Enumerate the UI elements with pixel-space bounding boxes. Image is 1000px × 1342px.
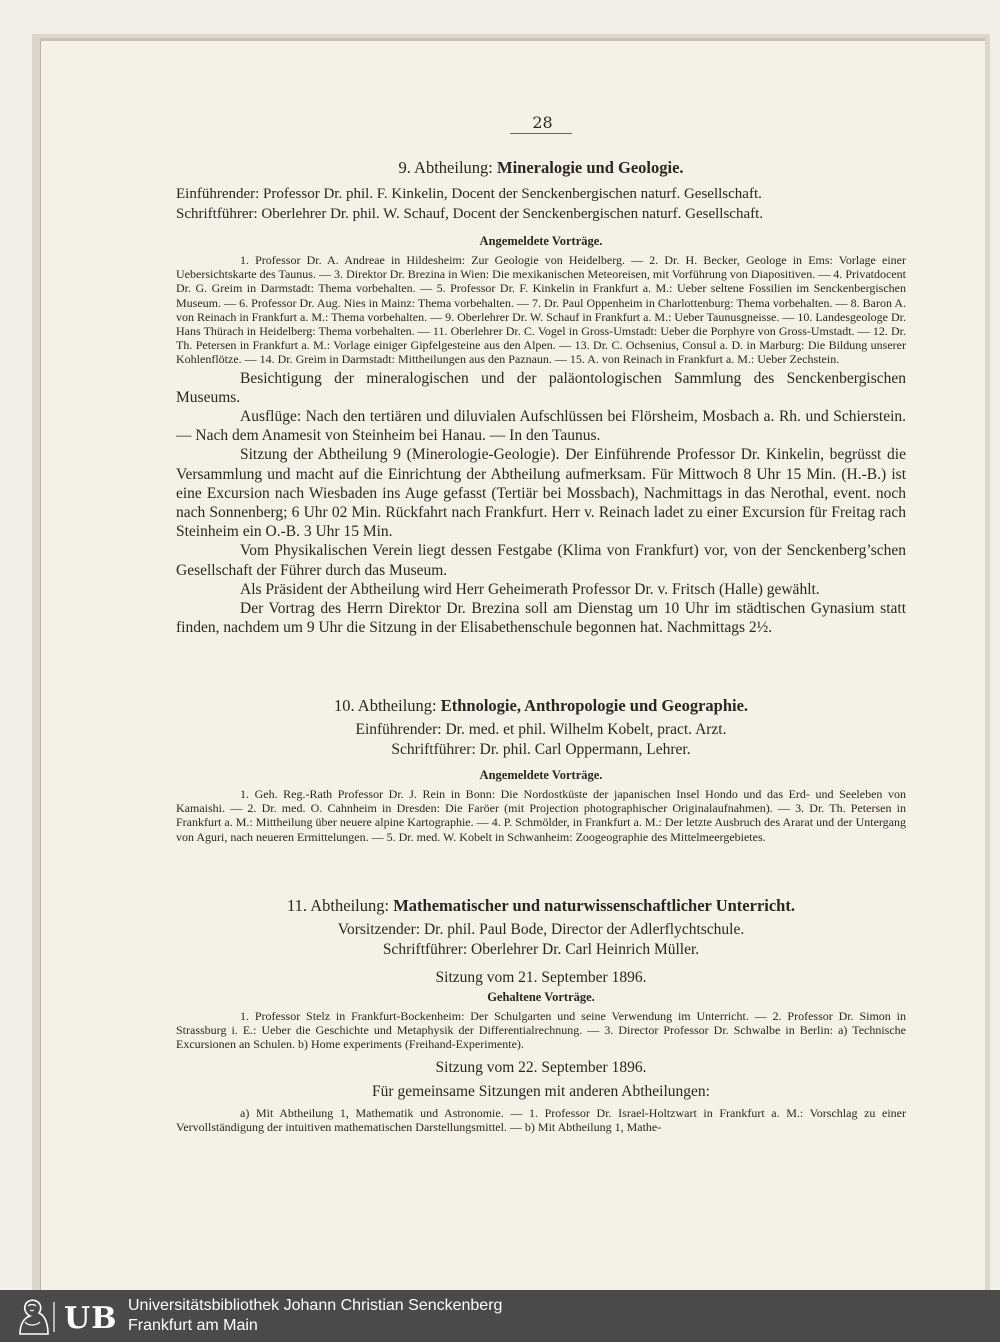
- section-10-title: Ethnologie, Anthropologie und Geographie.: [440, 696, 749, 715]
- section-10-heading: [176, 696, 906, 716]
- section-9-number: 9. Abtheilung:: [398, 158, 493, 177]
- section-11-number: 11. Abtheilung:: [287, 896, 390, 915]
- library-name-line-1: Universitätsbibliothek Johann Christian Senckenberg: [128, 1297, 503, 1314]
- section-11-heading: [176, 896, 906, 916]
- section-9-besichtigung: Besichtigung der mineralogischen und der paläontologischen Sammlung des Senckenbergischen Museums.: [176, 369, 906, 406]
- section-10-schriftfuehrer: Schriftführer: Dr. phil. Carl Oppermann, Lehrer.: [391, 741, 691, 758]
- section-11-vortraege: 1. Professor Stelz in Frankfurt-Bockenheim: Der Schulgarten und seine Verwendung im Unterricht. — 2. Professor Dr. Simon in Strassburg i. E.: Ueber die Geschichte und Metaphysik der Differentialrechnung. — 3. Director Professor Dr. Schwalbe in Berlin: a) Technische Excursionen an Schulen. b) Home experiments (Freihand-Experimente).: [176, 1009, 906, 1052]
- ub-logo-text: UB: [64, 1301, 118, 1336]
- section-11-title: Mathematischer und naturwissenschaftlicher Unterricht.: [393, 896, 795, 915]
- section-10-subhead: Angemeldete Vorträge.: [479, 768, 603, 782]
- section-10-vortraege: 1. Geh. Reg.-Rath Professor Dr. J. Rein in Bonn: Die Nordostküste der japanischen Insel Hondo und das Erd- und Seeleben von Kamaishi. — 2. Dr. med. O. Cahnheim in Dresden: Die Faröer (mit Projection photographischer Originalaufnahmen). — 3. Dr. Th. Petersen in Frankfurt a. M.: Mittheilung über neuere alpine Kartographie. — 4. P. Schmölder, in Frankfurt a. M.: Der letzte Ausbruch des Ararat und der Untergang von Aguri, nach neueren Ermittelungen. — 5. Dr. med. W. Kobelt in Schwanheim: Zoogeographie des Mittelmeergebietes.: [176, 787, 906, 844]
- section-11-vorsitzender: Vorsitzender: Dr. phil. Paul Bode, Director der Adlerflychtschule.: [337, 921, 745, 938]
- section-11-sitzung-1: Sitzung vom 21. September 1896.: [435, 969, 647, 986]
- section-11-schriftfuehrer: Schriftführer: Oberlehrer Dr. Carl Heinrich Müller.: [382, 941, 700, 958]
- section-11: [176, 896, 906, 1134]
- section-9-einfuehrender: Einführender: Professor Dr. phil. F. Kinkelin, Docent der Senckenbergischen naturf. Gesellschaft.: [176, 186, 762, 202]
- section-9-vortraege: 1. Professor Dr. A. Andreae in Hildesheim: Zur Geologie von Heidelberg. — 2. Dr. H. Becker, Geologe in Ems: Vorlage einer Uebersichtskarte des Taunus. — 3. Direktor Dr. Brezina in Wien: Die mexikanischen Meteoreisen, mit Vorführung von Diapositiven. — 4. Privatdocent Dr. G. Greim in Darmstadt: Thema vorbehalten. — 5. Professor Dr. F. Kinkelin in Frankfurt a. M.: Ueber seltene Fossilien im Senckenbergischen Museum. — 6. Professor Dr. Aug. Nies in Mainz: Thema vorbehalten. — 7. Dr. Paul Oppenheim in Charlottenburg: Thema vorbehalten. — 8. Baron A. von Reinach in Frankfurt a. M.: Thema vorbehalten. — 9. Oberlehrer Dr. W. Schauf in Frankfurt a. M.: Ueber Taunusgneisse. — 10. Landesgeologe Dr. Hans Thürach in Heidelberg: Thema vorbehalten. — 11. Oberlehrer Dr. C. Vogel in Gross-Umstadt: Ueber die Porphyre von Gross-Umstadt. — 12. Dr. Th. Petersen in Frankfurt a. M.: Vorlage einiger Gipfelgesteine aus den Alpen. — 13. Dr. C. Ochsenius, Consul a. D. in Marburg: Die Bildung unserer Kohlenflötze. — 14. Dr. Greim in Darmstadt: Mittheilungen aus den Paznaun. — 15. A. von Reinach in Frankfurt a. M.: Ueber Zechstein.: [176, 253, 906, 367]
- section-9-sitzung: Sitzung der Abtheilung 9 (Minerologie-Geologie). Der Einführende Professor Dr. Kinkelin, begrüsst die Versammlung und macht auf die Einrichtung der Abtheilung aufmerksam. Für Mittwoch 8 Uhr 15 Min. (H.-B.) ist eine Excursion nach Wiesbaden ins Auge gefasst (Tertiär bei Mossbach), Nachmittags in das Nerothal, event. noch nach Sonnenberg; 6 Uhr 02 Min. Rückfahrt nach Frankfurt. Herr v. Reinach ladet zu einer Excursion für Freitag rach Steinheim ein O.-B. 3 Uhr 15 Min.: [176, 446, 906, 541]
- library-footer: [0, 1290, 1000, 1342]
- section-11-gemeinsam-text: a) Mit Abtheilung 1, Mathematik und Astronomie. — 1. Professor Dr. Israel-Holtzwart in Frankfurt a. M.: Vorschlag zu einer Vervollständigung der intuitiven mathematischen Darstellungsmittel. — b) Mit Abtheilung 1, Mathe-: [176, 1105, 906, 1134]
- section-9-verein: Vom Physikalischen Verein liegt dessen Festgabe (Klima von Frankfurt) vor, von der Senckenberg’schen Gesellschaft der Führer durch das Museum.: [176, 542, 906, 579]
- section-9: [176, 158, 906, 637]
- library-name: [128, 1296, 502, 1336]
- section-9-ausfluege: Ausflüge: Nach den tertiären und diluvialen Aufschlüssen bei Flörsheim, Mosbach a. Rh. und Schierstein. — Nach dem Anamesit von Steinheim bei Hanau. — In den Taunus.: [176, 408, 906, 445]
- section-9-schriftfuehrer: Schriftführer: Oberlehrer Dr. phil. W. Schauf, Docent der Senckenbergischen naturf. Gesellschaft.: [176, 206, 764, 222]
- section-10: [176, 696, 906, 844]
- section-9-title: Mineralogie und Geologie.: [497, 158, 684, 177]
- section-9-vortrag: Der Vortrag des Herrn Direktor Dr. Brezina soll am Dienstag um 10 Uhr im städtischen Gynasium statt finden, nachdem um 9 Uhr die Sitzung in der Elisabethenschule begonnen hat. Nachmittags 2½.: [176, 600, 906, 637]
- section-11-subhead: Gehaltene Vorträge.: [487, 990, 595, 1004]
- section-10-number: 10. Abtheilung:: [333, 696, 437, 715]
- section-9-subhead: Angemeldete Vorträge.: [479, 234, 603, 248]
- library-name-line-2: Frankfurt am Main: [128, 1317, 258, 1334]
- page-number-rule: [510, 133, 572, 134]
- page-number: 28: [532, 113, 553, 132]
- section-11-gemeinsam: Für gemeinsame Sitzungen mit anderen Abtheilungen:: [372, 1082, 710, 1100]
- section-11-sitzung-2: Sitzung vom 22. September 1896.: [435, 1058, 647, 1076]
- section-9-praesident: Als Präsident der Abtheilung wird Herr Geheimerath Professor Dr. v. Fritsch (Halle) gewählt.: [240, 580, 820, 598]
- ub-logo: [6, 1298, 124, 1336]
- senckenberg-portrait-icon: [6, 1298, 58, 1336]
- page-edge: [40, 38, 985, 41]
- section-10-einfuehrender: Einführender: Dr. med. et phil. Wilhelm Kobelt, pract. Arzt.: [355, 721, 727, 738]
- section-9-heading: [176, 158, 906, 178]
